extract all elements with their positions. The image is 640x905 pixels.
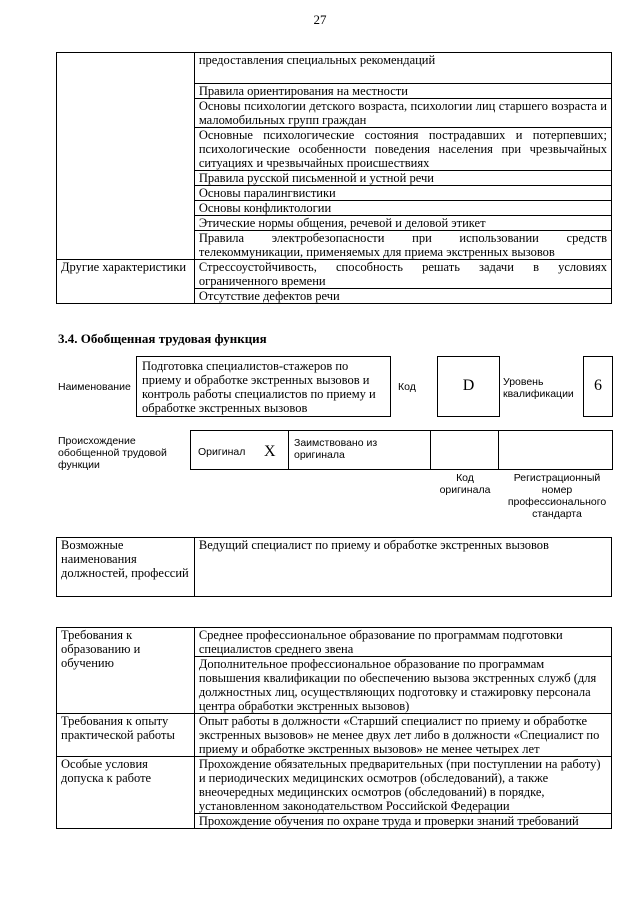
experience-value: Опыт работы в должности «Старший специалист по приему и обработке экстренных вызовов» не менее двух лет либо в должности «Специалист по приему и обработке экстренных вызовов» не менее четырех лет xyxy=(194,714,611,757)
table-label-cell: Другие характеристики xyxy=(57,260,195,304)
code-label: Код xyxy=(398,381,416,393)
original-mark: X xyxy=(264,443,276,460)
function-name-box: Подготовка специалистов-стажеров по приему и обработке экстренных вызовов и контроль работы специалистов по приему и обработке экстренных вызовов xyxy=(136,356,391,417)
table-cell: Этические нормы общения, речевой и деловой этикет xyxy=(194,216,611,231)
conditions-label: Особые условия допуска к работе xyxy=(57,757,195,829)
table-cell: предоставления специальных рекомендаций xyxy=(194,53,611,84)
origin-table xyxy=(190,430,613,470)
positions-value: Ведущий специалист по приему и обработке экстренных вызовов xyxy=(194,538,611,597)
borrowed-label: Заимствовано из оригинала xyxy=(294,437,378,461)
education-value: Дополнительное профессиональное образование по программам повышения квалификации по обеспечению вызова экстренных служб (для должностных лиц, осуществляющих подготовку и стажировку персонала центра обработки экстренных вызовов) xyxy=(194,657,611,714)
positions-label: Возможные наименования должностей, профессий xyxy=(57,538,195,597)
level-label: Уровень квалификации xyxy=(503,376,574,400)
education-value: Среднее профессиональное образование по программам подготовки специалистов среднего звена xyxy=(194,628,611,657)
origin-label: Происхождение обобщенной трудовой функции xyxy=(58,435,167,471)
education-label: Требования к образованию и обучению xyxy=(57,628,195,714)
table-cell: Основы конфликтологии xyxy=(194,201,611,216)
original-label: Оригинал xyxy=(198,446,246,458)
code-value-box: D xyxy=(437,356,500,417)
table-cell: Стрессоустойчивость, способность решать задачи в условиях ограниченного времени xyxy=(194,260,611,289)
level-value-box: 6 xyxy=(583,356,613,417)
conditions-value: Прохождение обучения по охране труда и проверки знаний требований xyxy=(194,814,611,829)
table-cell: Основы психологии детского возраста, психологии лиц старшего возраста и маломобильных групп граждан xyxy=(194,99,611,128)
divider xyxy=(288,431,289,469)
section-title: 3.4. Обобщенная трудовая функция xyxy=(58,331,267,346)
table-cell: Правила русской письменной и устной речи xyxy=(194,171,611,186)
code-original-caption: Код оригинала xyxy=(439,472,491,496)
table-cell: Правила электробезопасности при использовании средств телекоммуникации, применяемых для приема экстренных вызовов xyxy=(194,231,611,260)
table-cell: Отсутствие дефектов речи xyxy=(194,289,611,304)
table-cell: Основные психологические состояния пострадавших и потерпевших; психологические особенности поведения населения при чрезвычайных ситуациях и чрезвычайных происшествиях xyxy=(194,128,611,171)
conditions-value: Прохождение обязательных предварительных (при поступлении на работу) и периодических медицинских осмотров (обследований), а также внеочередных медицинских осмотров (обследований) в порядке, установленном законодательством Российской Федерации xyxy=(194,757,611,814)
divider xyxy=(498,431,499,469)
requirements-table xyxy=(56,627,612,829)
name-label: Наименование xyxy=(58,381,131,393)
experience-label: Требования к опыту практической работы xyxy=(57,714,195,757)
table-cell: Основы паралингвистики xyxy=(194,186,611,201)
positions-table xyxy=(56,537,612,597)
page-number: 27 xyxy=(313,12,327,27)
table-cell: Правила ориентирования на местности xyxy=(194,84,611,99)
table-cell-empty xyxy=(57,53,195,260)
reg-number-caption: Регистрационный номер профессионального стандарта xyxy=(507,472,607,520)
divider xyxy=(430,431,431,469)
knowledge-table xyxy=(56,52,612,304)
